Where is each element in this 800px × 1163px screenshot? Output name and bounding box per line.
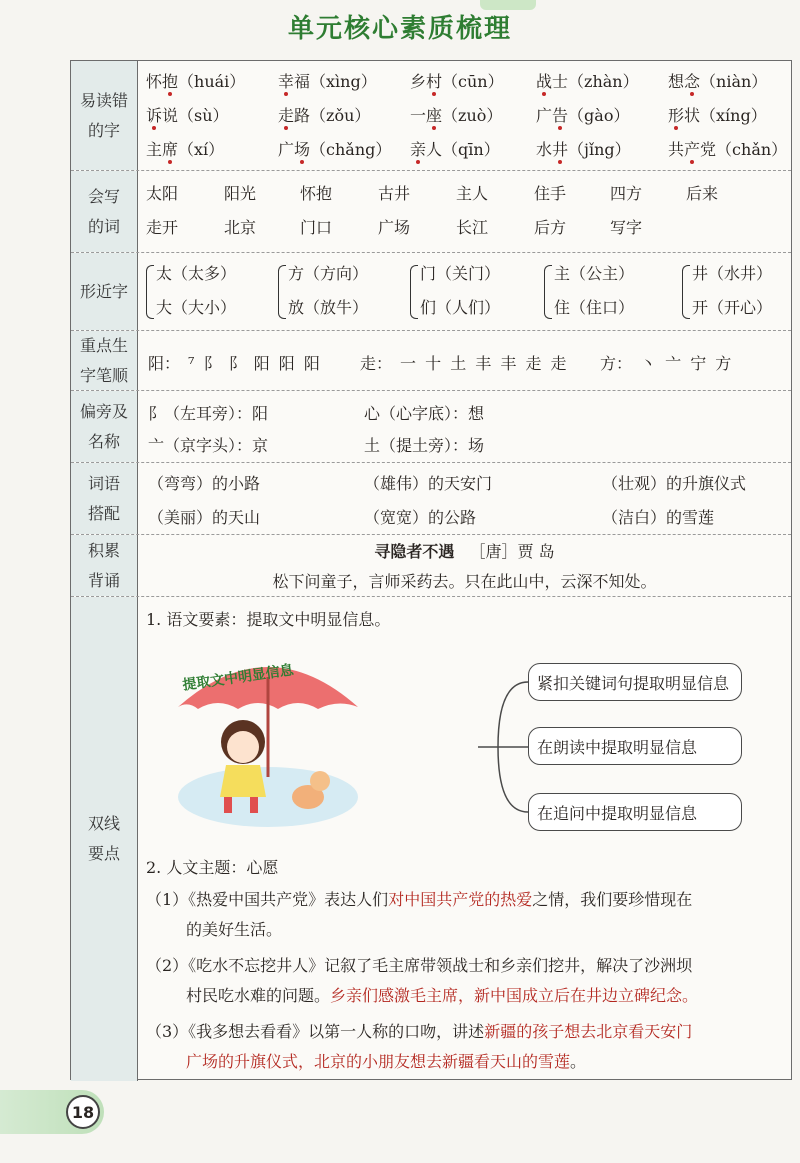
similar-char-item: 方（方向） xyxy=(288,264,369,283)
misread-item: 共产党（chǎn） xyxy=(668,140,788,159)
write-word: 阳光 xyxy=(224,184,257,203)
girl-boot xyxy=(224,797,232,813)
theme-item-1: （1）《热爱中国共产党》表达人们对中国共产党的热爱之情，我们要珍惜现在 xyxy=(146,890,693,909)
row-label: 易读错 的字 xyxy=(71,61,138,170)
theme-item-2-cont: 村民吃水难的问题。乡亲们感激毛主席，新中国成立后在井边立碑纪念。 xyxy=(186,986,699,1005)
similar-char-item: 门（关门） xyxy=(420,264,501,283)
radical-item: 阝（左耳旁）：阳 xyxy=(148,404,269,423)
write-word: 北京 xyxy=(224,218,257,237)
radical-item: 心（心字底）：想 xyxy=(364,404,485,423)
write-word: 后方 xyxy=(534,218,567,237)
girl-face xyxy=(227,731,259,763)
similar-char-item: 放（放牛） xyxy=(288,298,369,317)
method-bubble: 紧扣关键词句提取明显信息 xyxy=(528,663,742,701)
theme-item-1-cont: 的美好生活。 xyxy=(186,920,283,939)
point2-title: 2. 人文主题：心愿 xyxy=(146,858,279,877)
collocation-item: （弯弯）的小路 xyxy=(148,474,261,493)
write-word: 写字 xyxy=(610,218,643,237)
method-bubble: 在朗读中提取明显信息 xyxy=(528,727,742,765)
brace-icon xyxy=(146,265,154,319)
misread-item: 走路（zǒu） xyxy=(278,106,371,125)
misread-item: 想念（niàn） xyxy=(668,72,768,91)
row-stroke-order xyxy=(71,331,791,391)
similar-char-item: 开（开心） xyxy=(692,298,773,317)
collocation-item: （洁白）的雪莲 xyxy=(602,508,715,527)
point1-title: 1. 语文要素：提取文中明显信息。 xyxy=(146,610,391,629)
row-write-words xyxy=(71,171,791,253)
misread-item: 诉说（sù） xyxy=(146,106,229,125)
key-points-content xyxy=(138,597,791,1081)
write-word: 怀抱 xyxy=(300,184,333,203)
row-label: 重点生 字笔顺 xyxy=(71,331,138,390)
misread-item: 亲人（qīn） xyxy=(410,140,500,159)
collocations-content xyxy=(138,463,791,534)
page-number: 18 xyxy=(66,1095,100,1129)
stroke-item: 走： 一 十 土 丰 丰 走 走 xyxy=(360,354,569,373)
method-bubble: 在追问中提取明显信息 xyxy=(528,793,742,831)
umbrella-caption: 提取文中明显信息 xyxy=(181,662,295,694)
misread-item: 广场（chǎng） xyxy=(278,140,392,159)
misread-item: 水井（jǐng） xyxy=(536,140,631,159)
misread-item: 一座（zuò） xyxy=(410,106,503,125)
misread-item: 怀抱（huái） xyxy=(146,72,246,91)
row-recite xyxy=(71,535,791,597)
collocation-item: （宽宽）的公路 xyxy=(364,508,477,527)
page-title: 单元核心素质梳理 xyxy=(287,14,512,44)
write-word: 后来 xyxy=(686,184,719,203)
poem-text: 松下问童子，言师采药去。只在此山中，云深不知处。 xyxy=(272,572,657,591)
misread-item: 幸福（xìng） xyxy=(278,72,377,91)
collocation-item: （美丽）的天山 xyxy=(148,508,261,527)
similar-char-item: 井（水井） xyxy=(692,264,773,283)
brace-icon xyxy=(278,265,286,319)
misread-item: 主席（xí） xyxy=(146,140,225,159)
radical-item: 亠（京字头）：京 xyxy=(148,436,269,455)
misread-item: 乡村（cūn） xyxy=(410,72,504,91)
theme-item-3: （3）《我多想去看看》以第一人称的口吻，讲述新疆的孩子想去北京看天安门 xyxy=(146,1022,693,1041)
collocation-item: （壮观）的升旗仪式 xyxy=(602,474,747,493)
row-label: 词语 搭配 xyxy=(71,463,138,534)
brace-icon xyxy=(544,265,552,319)
similar-chars-grid xyxy=(138,253,791,330)
write-word: 门口 xyxy=(300,218,333,237)
row-radicals xyxy=(71,391,791,463)
row-key-points xyxy=(71,597,791,1081)
poem-author: ［唐］贾 岛 xyxy=(469,542,555,561)
poem-title: 寻隐者不遇 xyxy=(374,542,455,561)
write-word: 太阳 xyxy=(146,184,179,203)
row-label: 偏旁及 名称 xyxy=(71,391,138,462)
summary-table xyxy=(70,60,792,1080)
similar-char-item: 主（公主） xyxy=(554,264,635,283)
girl-boot xyxy=(250,797,258,813)
write-word: 走开 xyxy=(146,218,179,237)
radical-item: 土（提土旁）：场 xyxy=(364,436,485,455)
similar-char-item: 太（太多） xyxy=(156,264,237,283)
misread-item: 战士（zhàn） xyxy=(536,72,639,91)
row-label: 双线 要点 xyxy=(71,597,138,1081)
collocation-item: （雄伟）的天安门 xyxy=(364,474,493,493)
write-word: 长江 xyxy=(456,218,489,237)
radicals-content xyxy=(138,391,791,462)
write-word: 广场 xyxy=(378,218,411,237)
poem-heading xyxy=(138,539,791,562)
write-word: 四方 xyxy=(610,184,643,203)
misread-item: 广告（gào） xyxy=(536,106,630,125)
row-label: 形近字 xyxy=(71,253,138,330)
row-label: 会写 的词 xyxy=(71,171,138,252)
recite-content xyxy=(138,535,791,596)
puppy-head xyxy=(310,771,330,791)
row-similar-chars xyxy=(71,253,791,331)
row-label: 积累 背诵 xyxy=(71,535,138,596)
write-word: 主人 xyxy=(456,184,489,203)
write-words-grid xyxy=(138,171,791,252)
write-word: 住手 xyxy=(534,184,567,203)
similar-char-item: 们（人们） xyxy=(420,298,501,317)
similar-char-item: 住（住口） xyxy=(554,298,635,317)
theme-item-2: （2）《吃水不忘挖井人》记叙了毛主席带领战士和乡亲们挖井，解决了沙洲坝 xyxy=(146,956,693,975)
write-word: 古井 xyxy=(378,184,411,203)
row-collocations xyxy=(71,463,791,535)
stroke-item: 方： 丶 亠 宁 方 xyxy=(600,354,734,373)
girl-dress xyxy=(220,765,266,797)
misread-item: 形状（xíng） xyxy=(668,106,767,125)
stroke-order-content xyxy=(138,331,791,390)
page-number-tab xyxy=(0,1090,104,1134)
brace-icon xyxy=(410,265,418,319)
stroke-item: 阳： ⁷ 阝 阝 阳 阳 阳 xyxy=(148,354,322,373)
similar-char-item: 大（大小） xyxy=(156,298,237,317)
theme-item-3-cont: 广场的升旗仪式，北京的小朋友想去新疆看天山的雪莲。 xyxy=(186,1052,587,1071)
brace-icon xyxy=(682,265,690,319)
misread-grid xyxy=(138,61,791,170)
row-easy-misread xyxy=(71,61,791,171)
